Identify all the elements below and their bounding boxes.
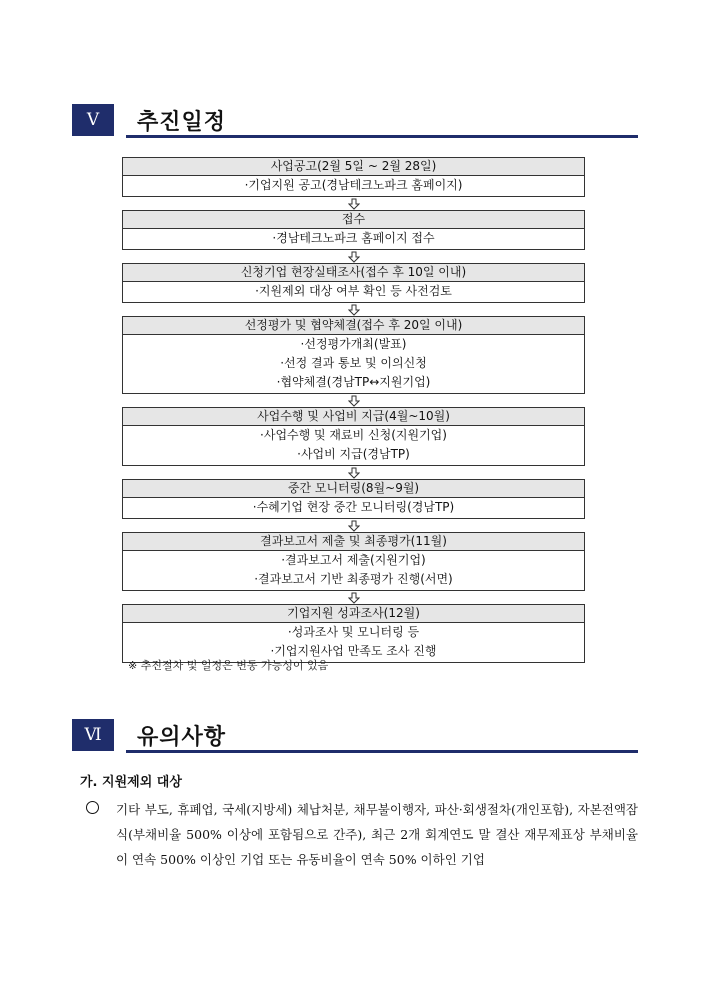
section-header-notes	[72, 719, 638, 759]
flow-step	[122, 157, 585, 197]
flow-step-item: ·선정평가개최(발표)	[300, 337, 407, 351]
down-arrow-icon	[122, 466, 585, 479]
schedule-flowchart	[122, 157, 585, 663]
flow-step-title: 선정평가 및 협약체결(접수 후 20일 이내)	[123, 317, 584, 335]
flow-step-body	[123, 176, 584, 196]
section-title: 추진일정	[137, 110, 227, 135]
down-arrow-icon	[122, 303, 585, 316]
section-title: 유의사항	[137, 725, 227, 750]
section-number-badge: Ⅵ	[72, 719, 114, 751]
flow-step-title: 신청기업 현장실태조사(접수 후 10일 이내)	[123, 264, 584, 282]
flow-step-title: 접수	[123, 211, 584, 229]
flow-step-item: ·경남테크노파크 홈페이지 접수	[272, 231, 435, 245]
flow-step-body	[123, 282, 584, 302]
flow-step-title: 사업수행 및 사업비 지급(4월~10월)	[123, 408, 584, 426]
flow-step-title: 사업공고(2월 5일 ~ 2월 28일)	[123, 158, 584, 176]
flow-step-body	[123, 229, 584, 249]
down-arrow-icon	[122, 197, 585, 210]
circle-bullet-icon	[86, 801, 99, 814]
flow-step	[122, 532, 585, 591]
flow-step-body	[123, 498, 584, 518]
down-arrow-icon	[122, 591, 585, 604]
flow-step-body	[123, 335, 584, 393]
down-arrow-icon	[122, 250, 585, 263]
down-arrow-icon	[122, 519, 585, 532]
flow-step-item: ·사업수행 및 재료비 신청(지원기업)	[260, 428, 447, 442]
flow-step-item: ·협약체결(경남TP↔지원기업)	[276, 375, 431, 389]
flow-step-body	[123, 426, 584, 465]
flow-step	[122, 407, 585, 466]
section-number-badge: Ⅴ	[72, 104, 114, 136]
flow-step-item: ·수혜기업 현장 중간 모니터링(경남TP)	[252, 500, 455, 514]
flow-step-item: ·결과보고서 기반 최종평가 진행(서면)	[254, 572, 453, 586]
subsection-title: 가. 지원제외 대상	[80, 775, 182, 790]
exclusion-text: 기타 부도, 휴폐업, 국세(지방세) 체납처분, 채무불이행자, 파산·회생절차(개인포함), 자본전액잠식(부채비율 500% 이상에 포함됨으로 간주), 최근 2개 회계연도 말 결산 재무제표상 부채비율이 연속 500% 이상인 기업 또는 유동비율이 연속 50% 이하인 기업	[116, 802, 638, 867]
section-header-schedule	[72, 104, 638, 144]
section-underline	[126, 750, 638, 753]
flow-step-item: ·성과조사 및 모니터링 등	[287, 625, 420, 639]
flow-step-item: ·기업지원사업 만족도 조사 진행	[270, 644, 437, 658]
flow-step-title: 중간 모니터링(8월~9월)	[123, 480, 584, 498]
flow-step-item: ·지원제외 대상 여부 확인 등 사전검토	[255, 284, 452, 298]
flow-step-item: ·사업비 지급(경남TP)	[297, 447, 410, 461]
flow-step	[122, 604, 585, 663]
flow-step-item: ·기업지원 공고(경남테크노파크 홈페이지)	[244, 178, 463, 192]
down-arrow-icon	[122, 394, 585, 407]
flow-step-item: ·결과보고서 제출(지원기업)	[281, 553, 426, 567]
flow-step-title: 결과보고서 제출 및 최종평가(11월)	[123, 533, 584, 551]
flow-step	[122, 263, 585, 303]
flow-step-body	[123, 551, 584, 590]
flow-step-item: ·선정 결과 통보 및 이의신청	[280, 356, 427, 370]
flow-step	[122, 316, 585, 394]
schedule-note: ※ 추진절차 및 일정은 변동 가능성이 있음	[128, 659, 329, 672]
flow-step	[122, 479, 585, 519]
flow-step-title: 기업지원 성과조사(12월)	[123, 605, 584, 623]
flow-step	[122, 210, 585, 250]
section-underline	[126, 135, 638, 138]
